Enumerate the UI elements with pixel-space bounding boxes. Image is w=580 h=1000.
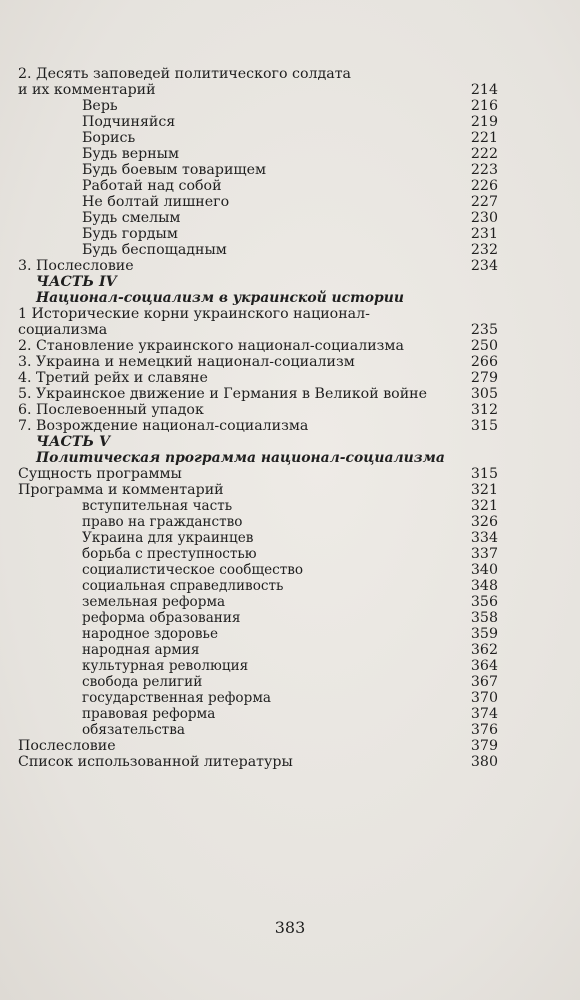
toc-entry-page: 231 bbox=[470, 226, 498, 242]
toc-entry-title: Будь гордым bbox=[82, 226, 178, 242]
toc-entry-page: 250 bbox=[470, 338, 498, 354]
toc-entry-page: 221 bbox=[470, 130, 498, 146]
toc-entry-page: 312 bbox=[470, 402, 498, 418]
toc-entry-title: социализма bbox=[18, 322, 108, 338]
toc-entry-title: обязательства bbox=[82, 722, 185, 738]
toc-entry-title: вступительная часть bbox=[82, 498, 233, 514]
toc-entry-title: Будь боевым товарищем bbox=[82, 162, 267, 178]
toc-entry bbox=[18, 546, 498, 562]
page-number: 383 bbox=[274, 918, 306, 937]
toc-entry bbox=[18, 594, 498, 610]
toc-entry-page: 235 bbox=[470, 322, 498, 338]
toc-entry bbox=[18, 498, 498, 514]
toc-entry-page: 321 bbox=[470, 498, 498, 514]
toc-entry bbox=[18, 690, 498, 706]
toc-entry bbox=[18, 226, 498, 242]
toc-entry-title: 2. Становление украинского национал-социализма bbox=[18, 338, 404, 354]
toc-entry bbox=[18, 562, 498, 578]
toc-entry-page: 370 bbox=[470, 690, 498, 706]
toc-entry bbox=[18, 658, 498, 674]
table-of-contents bbox=[18, 66, 498, 770]
toc-entry-title: 4. Третий рейх и славяне bbox=[18, 370, 208, 386]
toc-entry bbox=[18, 578, 498, 594]
toc-entry bbox=[18, 178, 498, 194]
toc-entry-page: 214 bbox=[470, 82, 498, 98]
toc-entry-title: Политическая программа национал-социализма bbox=[36, 450, 445, 466]
toc-entry-page: 374 bbox=[470, 706, 498, 722]
toc-entry-page: 279 bbox=[470, 370, 498, 386]
toc-entry bbox=[18, 130, 498, 146]
toc-entry-title: 6. Послевоенный упадок bbox=[18, 402, 204, 418]
toc-entry-page: 379 bbox=[470, 738, 498, 754]
toc-entry-page: 380 bbox=[470, 754, 498, 770]
toc-entry bbox=[18, 162, 498, 178]
toc-entry bbox=[18, 450, 498, 466]
toc-entry-title: 3. Послесловие bbox=[18, 258, 134, 274]
toc-entry bbox=[18, 306, 498, 322]
toc-entry bbox=[18, 626, 498, 642]
toc-entry bbox=[18, 114, 498, 130]
toc-entry bbox=[18, 82, 498, 98]
toc-entry-page: 337 bbox=[470, 546, 498, 562]
toc-entry-title: ЧАСТЬ IV bbox=[36, 274, 117, 290]
toc-entry-page: 340 bbox=[470, 562, 498, 578]
toc-entry-page: 305 bbox=[470, 386, 498, 402]
toc-entry-title: 7. Возрождение национал-социализма bbox=[18, 418, 309, 434]
toc-entry-title: право на гражданство bbox=[82, 514, 243, 530]
toc-entry-page: 326 bbox=[470, 514, 498, 530]
toc-entry-page: 348 bbox=[470, 578, 498, 594]
toc-entry-page: 359 bbox=[470, 626, 498, 642]
toc-entry-page: 226 bbox=[470, 178, 498, 194]
toc-entry-page: 234 bbox=[470, 258, 498, 274]
toc-entry bbox=[18, 706, 498, 722]
toc-entry bbox=[18, 466, 498, 482]
toc-entry-page: 358 bbox=[470, 610, 498, 626]
toc-entry-title: 5. Украинское движение и Германия в Великой войне bbox=[18, 386, 428, 402]
toc-entry-title: народное здоровье bbox=[82, 626, 218, 642]
toc-entry-title: 2. Десять заповедей политического солдата bbox=[18, 66, 352, 82]
toc-entry-title: Будь смелым bbox=[82, 210, 181, 226]
toc-entry bbox=[18, 210, 498, 226]
toc-entry bbox=[18, 146, 498, 162]
toc-entry bbox=[18, 242, 498, 258]
toc-entry bbox=[18, 98, 498, 114]
toc-entry-title: Верь bbox=[82, 98, 118, 114]
toc-entry bbox=[18, 338, 498, 354]
toc-entry-title: и их комментарий bbox=[18, 82, 156, 98]
toc-entry-title: реформа образования bbox=[82, 610, 241, 626]
toc-entry bbox=[18, 66, 498, 82]
toc-entry-page: 356 bbox=[470, 594, 498, 610]
toc-entry-title: народная армия bbox=[82, 642, 200, 658]
toc-entry-title: Послесловие bbox=[18, 738, 116, 754]
toc-entry-title: ЧАСТЬ V bbox=[36, 434, 111, 450]
toc-entry-title: 3. Украина и немецкий национал-социализм bbox=[18, 354, 355, 370]
toc-entry-title: Не болтай лишнего bbox=[82, 194, 230, 210]
toc-entry-page: 227 bbox=[470, 194, 498, 210]
toc-entry bbox=[18, 482, 498, 498]
toc-entry bbox=[18, 194, 498, 210]
toc-entry bbox=[18, 370, 498, 386]
toc-entry-title: культурная революция bbox=[82, 658, 249, 674]
toc-entry-page: 216 bbox=[470, 98, 498, 114]
toc-entry-page: 230 bbox=[470, 210, 498, 226]
toc-entry bbox=[18, 674, 498, 690]
toc-entry bbox=[18, 418, 498, 434]
toc-entry-title: социалистическое сообщество bbox=[82, 562, 304, 578]
toc-entry-title: свобода религий bbox=[82, 674, 203, 690]
toc-entry-page: 219 bbox=[470, 114, 498, 130]
toc-entry-title: 1 Исторические корни украинского национал- bbox=[18, 306, 370, 322]
toc-entry-page: 222 bbox=[470, 146, 498, 162]
toc-entry-page: 376 bbox=[470, 722, 498, 738]
toc-entry bbox=[18, 610, 498, 626]
toc-entry bbox=[18, 642, 498, 658]
toc-entry bbox=[18, 258, 498, 274]
toc-entry bbox=[18, 274, 498, 290]
toc-entry bbox=[18, 530, 498, 546]
toc-entry-title: социальная справедливость bbox=[82, 578, 284, 594]
toc-entry bbox=[18, 290, 498, 306]
toc-entry bbox=[18, 322, 498, 338]
toc-entry-title: правовая реформа bbox=[82, 706, 216, 722]
toc-entry-page: 223 bbox=[470, 162, 498, 178]
toc-entry-page: 232 bbox=[470, 242, 498, 258]
toc-entry-page: 364 bbox=[470, 658, 498, 674]
toc-entry-title: Программа и комментарий bbox=[18, 482, 224, 498]
toc-entry bbox=[18, 738, 498, 754]
toc-entry bbox=[18, 514, 498, 530]
toc-entry-page: 321 bbox=[470, 482, 498, 498]
toc-entry-title: Национал-социализм в украинской истории bbox=[36, 290, 404, 306]
toc-entry-page: 367 bbox=[470, 674, 498, 690]
toc-entry bbox=[18, 354, 498, 370]
toc-entry-title: земельная реформа bbox=[82, 594, 226, 610]
toc-entry-title: борьба с преступностью bbox=[82, 546, 257, 562]
toc-entry bbox=[18, 722, 498, 738]
toc-entry-title: Будь верным bbox=[82, 146, 179, 162]
toc-entry-title: Украина для украинцев bbox=[82, 530, 254, 546]
toc-entry-page: 362 bbox=[470, 642, 498, 658]
toc-entry bbox=[18, 754, 498, 770]
toc-entry-title: Список использованной литературы bbox=[18, 754, 293, 770]
toc-entry bbox=[18, 402, 498, 418]
toc-entry-title: Подчиняйся bbox=[82, 114, 176, 130]
toc-entry-title: Сущность программы bbox=[18, 466, 182, 482]
toc-entry-title: Борись bbox=[82, 130, 136, 146]
toc-entry-title: Будь беспощадным bbox=[82, 242, 227, 258]
toc-entry-page: 334 bbox=[470, 530, 498, 546]
toc-entry-page: 315 bbox=[470, 466, 498, 482]
toc-entry-page: 266 bbox=[470, 354, 498, 370]
toc-entry-title: Работай над собой bbox=[82, 178, 222, 194]
toc-entry bbox=[18, 386, 498, 402]
toc-entry-page: 315 bbox=[470, 418, 498, 434]
toc-entry-title: государственная реформа bbox=[82, 690, 271, 706]
toc-entry bbox=[18, 434, 498, 450]
